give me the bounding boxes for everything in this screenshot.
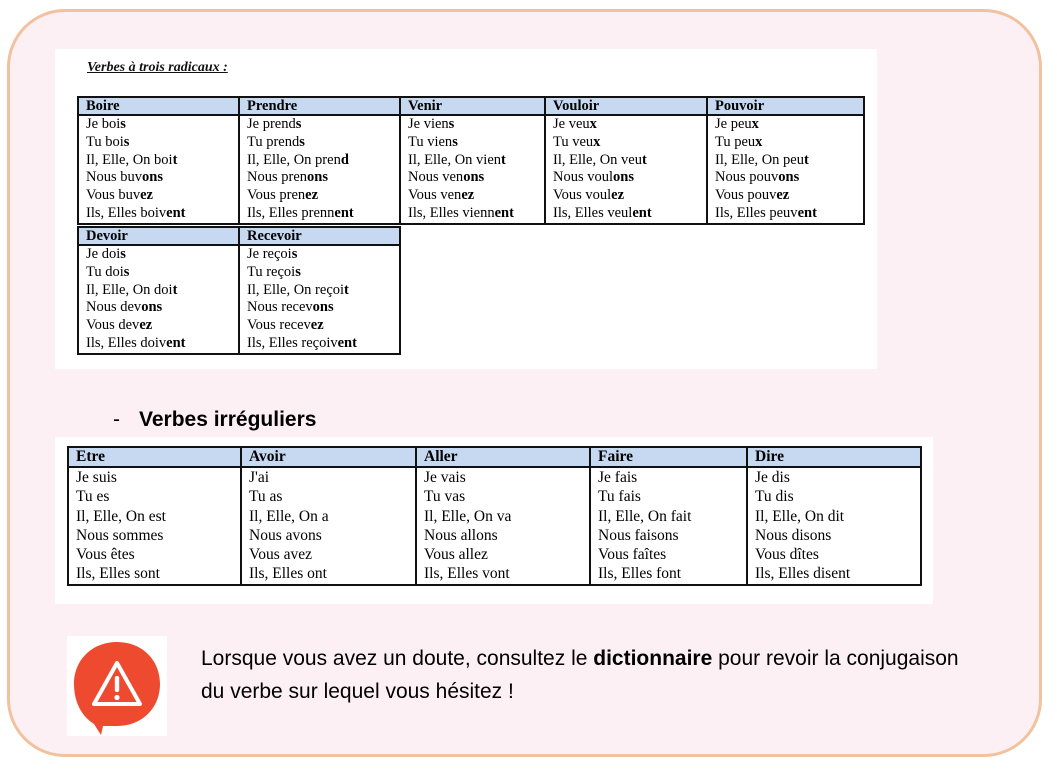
conjugation-cell bbox=[400, 115, 545, 224]
conjugation-cell bbox=[78, 115, 239, 224]
form-stem: Tu as bbox=[249, 488, 283, 506]
form-stem: Vous dev bbox=[86, 317, 140, 334]
conjugation-form bbox=[249, 468, 415, 487]
conjugation-form bbox=[249, 564, 415, 583]
conjugation-form bbox=[553, 134, 706, 152]
form-stem: Ils, Elles font bbox=[598, 565, 682, 583]
form-stem: Ils, Elles vont bbox=[424, 565, 510, 583]
conjugation-form bbox=[408, 134, 544, 152]
form-ending: ent bbox=[337, 334, 357, 351]
form-stem: Tu reçoi bbox=[247, 263, 296, 280]
form-ending: ons bbox=[613, 169, 634, 186]
conjugation-cell bbox=[545, 115, 707, 224]
form-stem: Vous voul bbox=[553, 187, 612, 204]
bullet-dash: - bbox=[113, 408, 120, 431]
form-stem: Ils, Elles doiv bbox=[86, 334, 167, 351]
conjugation-form bbox=[553, 187, 706, 205]
form-stem: Tu vien bbox=[408, 133, 453, 150]
conjugation-form bbox=[247, 246, 399, 264]
form-ending: ez bbox=[310, 317, 324, 334]
form-stem: Je vien bbox=[408, 116, 449, 132]
form-stem: Nous sommes bbox=[76, 526, 164, 544]
form-stem: Je doi bbox=[86, 246, 121, 262]
conjugation-form bbox=[408, 187, 544, 205]
form-stem: Il, Elle, On pren bbox=[247, 151, 341, 168]
conjugation-form bbox=[86, 299, 238, 317]
form-ending: s bbox=[295, 116, 302, 132]
tip-text-before: Lorsque vous avez un doute, consultez le bbox=[201, 647, 594, 670]
form-ending: ent bbox=[797, 204, 817, 221]
form-stem: Tu peu bbox=[715, 133, 756, 150]
form-stem: Je prend bbox=[247, 116, 296, 132]
conjugation-form bbox=[247, 282, 399, 300]
form-stem: Tu fais bbox=[598, 488, 641, 506]
form-ending: x bbox=[751, 116, 759, 132]
conjugation-form bbox=[86, 246, 238, 264]
conjugation-form bbox=[424, 564, 589, 583]
conjugation-form bbox=[424, 468, 589, 487]
form-stem: Nous pren bbox=[247, 169, 308, 186]
conjugation-form bbox=[755, 526, 920, 545]
conjugation-cell bbox=[590, 467, 747, 585]
form-ending: ent bbox=[334, 204, 354, 221]
form-stem: Tu dis bbox=[755, 488, 794, 506]
conjugation-form bbox=[249, 507, 415, 526]
form-ending: ez bbox=[139, 317, 153, 334]
conjugation-form bbox=[424, 487, 589, 506]
conjugation-cell bbox=[747, 467, 921, 585]
tip-text-bold: dictionnaire bbox=[593, 647, 713, 670]
conjugation-form bbox=[755, 545, 920, 564]
conjugation-form bbox=[755, 564, 920, 583]
form-ending: ent bbox=[166, 334, 186, 351]
form-ending: x bbox=[755, 133, 763, 150]
form-ending: ons bbox=[141, 299, 163, 316]
conjugation-form bbox=[598, 545, 746, 564]
form-ending: ez bbox=[305, 187, 319, 204]
conjugation-form bbox=[553, 152, 706, 170]
conjugation-form bbox=[76, 468, 240, 487]
form-stem: Il, Elle, On boi bbox=[86, 151, 173, 168]
conjugation-form bbox=[249, 545, 415, 564]
form-stem: Nous recev bbox=[247, 299, 313, 316]
verb-header: Pouvoir bbox=[707, 97, 864, 115]
form-stem: Vous avez bbox=[249, 546, 312, 564]
form-ending: ons bbox=[307, 169, 328, 186]
conjugation-form bbox=[598, 487, 746, 506]
conjugation-form bbox=[86, 317, 238, 335]
conjugation-cell bbox=[239, 245, 400, 354]
form-stem: Nous avons bbox=[249, 526, 322, 544]
form-stem: Il, Elle, On peu bbox=[715, 151, 804, 168]
form-stem: Ils, Elles peuv bbox=[715, 204, 798, 221]
form-stem: Je veu bbox=[553, 116, 590, 132]
verb-header: Faire bbox=[590, 447, 747, 467]
form-stem: Je peu bbox=[715, 116, 752, 132]
conjugation-form bbox=[247, 116, 399, 134]
conjugation-cell bbox=[241, 467, 416, 585]
conjugation-form bbox=[715, 134, 863, 152]
form-stem: Il, Elle, On dit bbox=[755, 507, 845, 525]
conjugation-form bbox=[715, 205, 863, 223]
form-stem: Il, Elle, On est bbox=[76, 507, 166, 525]
form-stem: Tu doi bbox=[86, 263, 124, 280]
conjugation-form bbox=[598, 468, 746, 487]
form-stem: Vous faîtes bbox=[598, 546, 667, 564]
form-stem: Il, Elle, On vien bbox=[408, 151, 502, 168]
conjugation-table-trois-radicaux-2 bbox=[77, 226, 401, 355]
form-stem: Je suis bbox=[76, 469, 117, 486]
form-ending: t bbox=[642, 151, 647, 168]
form-stem: Tu prend bbox=[247, 133, 300, 150]
form-ending: t bbox=[344, 281, 349, 298]
form-stem: Nous allons bbox=[424, 526, 498, 544]
form-ending: ent bbox=[494, 204, 514, 221]
conjugation-form bbox=[424, 507, 589, 526]
form-ending: s bbox=[295, 263, 301, 280]
conjugation-form bbox=[715, 187, 863, 205]
conjugation-form bbox=[86, 335, 238, 353]
conjugation-form bbox=[598, 564, 746, 583]
form-stem: Ils, Elles prenn bbox=[247, 204, 335, 221]
conjugation-form bbox=[247, 335, 399, 353]
conjugation-form bbox=[247, 205, 399, 223]
form-ending: s bbox=[291, 246, 298, 262]
conjugation-form bbox=[598, 507, 746, 526]
conjugation-form bbox=[715, 152, 863, 170]
form-stem: Tu boi bbox=[86, 133, 124, 150]
form-stem: Vous pouv bbox=[715, 187, 777, 204]
verb-header: Devoir bbox=[78, 227, 239, 245]
verb-header: Etre bbox=[68, 447, 241, 467]
section-heading-irreguliers: Verbes irréguliers bbox=[139, 408, 317, 431]
form-stem: Nous disons bbox=[755, 526, 832, 544]
verb-header: Recevoir bbox=[239, 227, 400, 245]
conjugation-form bbox=[755, 487, 920, 506]
conjugation-form bbox=[247, 317, 399, 335]
form-ending: s bbox=[448, 116, 455, 132]
form-ending: ent bbox=[166, 204, 186, 221]
form-stem: Il, Elle, On veu bbox=[553, 151, 642, 168]
conjugation-form bbox=[76, 545, 240, 564]
form-ending: ez bbox=[140, 187, 153, 204]
conjugation-form bbox=[86, 152, 238, 170]
conjugation-form bbox=[408, 116, 544, 134]
form-stem: Il, Elle, On reçoi bbox=[247, 281, 345, 298]
form-stem: Nous ven bbox=[408, 169, 464, 186]
form-ending: t bbox=[804, 151, 809, 168]
conjugation-form bbox=[408, 169, 544, 187]
form-stem: Il, Elle, On a bbox=[249, 507, 329, 525]
conjugation-form bbox=[76, 507, 240, 526]
form-stem: Il, Elle, On va bbox=[424, 507, 512, 525]
conjugation-form bbox=[715, 116, 863, 134]
conjugation-form bbox=[424, 545, 589, 564]
form-ending: t bbox=[172, 281, 178, 298]
section-heading-trois-radicaux: Verbes à trois radicaux : bbox=[87, 60, 228, 75]
conjugation-form bbox=[86, 116, 238, 134]
form-stem: Nous pouv bbox=[715, 169, 779, 186]
form-stem: Je fais bbox=[598, 469, 638, 486]
form-stem: Tu es bbox=[76, 488, 110, 506]
conjugation-form bbox=[86, 169, 238, 187]
form-stem: Ils, Elles boiv bbox=[86, 204, 167, 221]
conjugation-form bbox=[86, 134, 238, 152]
conjugation-cell bbox=[78, 245, 239, 354]
conjugation-form bbox=[408, 205, 544, 223]
form-stem: Tu vas bbox=[424, 488, 466, 506]
conjugation-form bbox=[249, 526, 415, 545]
verb-header: Prendre bbox=[239, 97, 400, 115]
form-stem: Ils, Elles reçoiv bbox=[247, 334, 338, 351]
form-stem: Vous pren bbox=[247, 187, 306, 204]
form-ending: s bbox=[123, 133, 130, 150]
conjugation-form bbox=[247, 299, 399, 317]
form-ending: s bbox=[120, 246, 126, 262]
form-ending: ez bbox=[461, 187, 475, 204]
conjugation-form bbox=[755, 468, 920, 487]
conjugation-cell bbox=[239, 115, 400, 224]
verb-header: Venir bbox=[400, 97, 545, 115]
form-stem: Vous buv bbox=[86, 187, 141, 204]
conjugation-cell bbox=[707, 115, 864, 224]
conjugation-form bbox=[247, 134, 399, 152]
form-stem: Tu veu bbox=[553, 133, 594, 150]
form-ending: d bbox=[340, 151, 349, 168]
warning-icon-container bbox=[67, 636, 167, 736]
form-ending: t bbox=[172, 151, 178, 168]
conjugation-form bbox=[755, 507, 920, 526]
form-ending: s bbox=[123, 263, 130, 280]
conjugation-form bbox=[553, 205, 706, 223]
form-stem: Ils, Elles sont bbox=[76, 565, 160, 583]
conjugation-form bbox=[408, 152, 544, 170]
form-stem: Je reçoi bbox=[247, 246, 292, 262]
form-ending: ez bbox=[611, 187, 625, 204]
verb-header: Dire bbox=[747, 447, 921, 467]
conjugation-form bbox=[247, 152, 399, 170]
conjugation-form bbox=[247, 187, 399, 205]
form-stem: Je dis bbox=[755, 469, 790, 486]
conjugation-form bbox=[76, 487, 240, 506]
conjugation-form bbox=[424, 526, 589, 545]
form-stem: Ils, Elles disent bbox=[755, 565, 851, 583]
conjugation-form bbox=[76, 526, 240, 545]
conjugation-form bbox=[715, 169, 863, 187]
form-stem: Je boi bbox=[86, 116, 121, 132]
form-ending: x bbox=[593, 133, 601, 150]
form-stem: Vous recev bbox=[247, 317, 311, 334]
form-stem: Nous dev bbox=[86, 299, 142, 316]
conjugation-table-trois-radicaux-1 bbox=[77, 96, 865, 225]
conjugation-form bbox=[76, 564, 240, 583]
conjugation-form bbox=[553, 116, 706, 134]
form-ending: s bbox=[299, 133, 305, 150]
form-stem: Il, Elle, On fait bbox=[598, 507, 692, 525]
verb-header: Aller bbox=[416, 447, 590, 467]
warning-icon bbox=[67, 636, 167, 736]
conjugation-table-irreguliers bbox=[67, 446, 922, 586]
form-stem: Vous allez bbox=[424, 546, 488, 564]
form-ending: ons bbox=[142, 169, 163, 186]
form-stem: Ils, Elles ont bbox=[249, 565, 327, 583]
conjugation-form bbox=[247, 264, 399, 282]
form-ending: t bbox=[501, 151, 506, 168]
form-stem: Nous voul bbox=[553, 169, 614, 186]
form-ending: ons bbox=[312, 299, 334, 316]
dictionary-tip bbox=[201, 642, 961, 708]
conjugation-cell bbox=[416, 467, 590, 585]
conjugation-form bbox=[86, 264, 238, 282]
form-ending: x bbox=[589, 116, 597, 132]
verb-header: Boire bbox=[78, 97, 239, 115]
tip-text-after: pour revoir la conjugaison du verbe sur lequel vous hésitez ! bbox=[201, 647, 959, 703]
form-ending: ent bbox=[632, 204, 652, 221]
form-ending: ez bbox=[776, 187, 790, 204]
form-ending: ons bbox=[778, 169, 800, 186]
conjugation-form bbox=[86, 205, 238, 223]
form-stem: Ils, Elles vienn bbox=[408, 204, 495, 221]
conjugation-form bbox=[247, 169, 399, 187]
form-stem: Nous buv bbox=[86, 169, 142, 186]
form-stem: Vous êtes bbox=[76, 546, 135, 564]
form-stem: J'ai bbox=[249, 469, 270, 486]
form-stem: Vous ven bbox=[408, 187, 462, 204]
conjugation-form bbox=[598, 526, 746, 545]
form-stem: Je vais bbox=[424, 469, 466, 486]
form-ending: s bbox=[120, 116, 126, 132]
conjugation-form bbox=[86, 187, 238, 205]
form-stem: Ils, Elles veul bbox=[553, 204, 633, 221]
form-stem: Nous faisons bbox=[598, 526, 679, 544]
verb-header: Avoir bbox=[241, 447, 416, 467]
verb-header: Vouloir bbox=[545, 97, 707, 115]
form-ending: s bbox=[452, 133, 458, 150]
conjugation-form bbox=[553, 169, 706, 187]
form-ending: ons bbox=[463, 169, 485, 186]
form-stem: Vous dîtes bbox=[755, 546, 819, 564]
conjugation-form bbox=[249, 487, 415, 506]
form-stem: Il, Elle, On doi bbox=[86, 281, 173, 298]
conjugation-form bbox=[86, 282, 238, 300]
conjugation-cell bbox=[68, 467, 241, 585]
